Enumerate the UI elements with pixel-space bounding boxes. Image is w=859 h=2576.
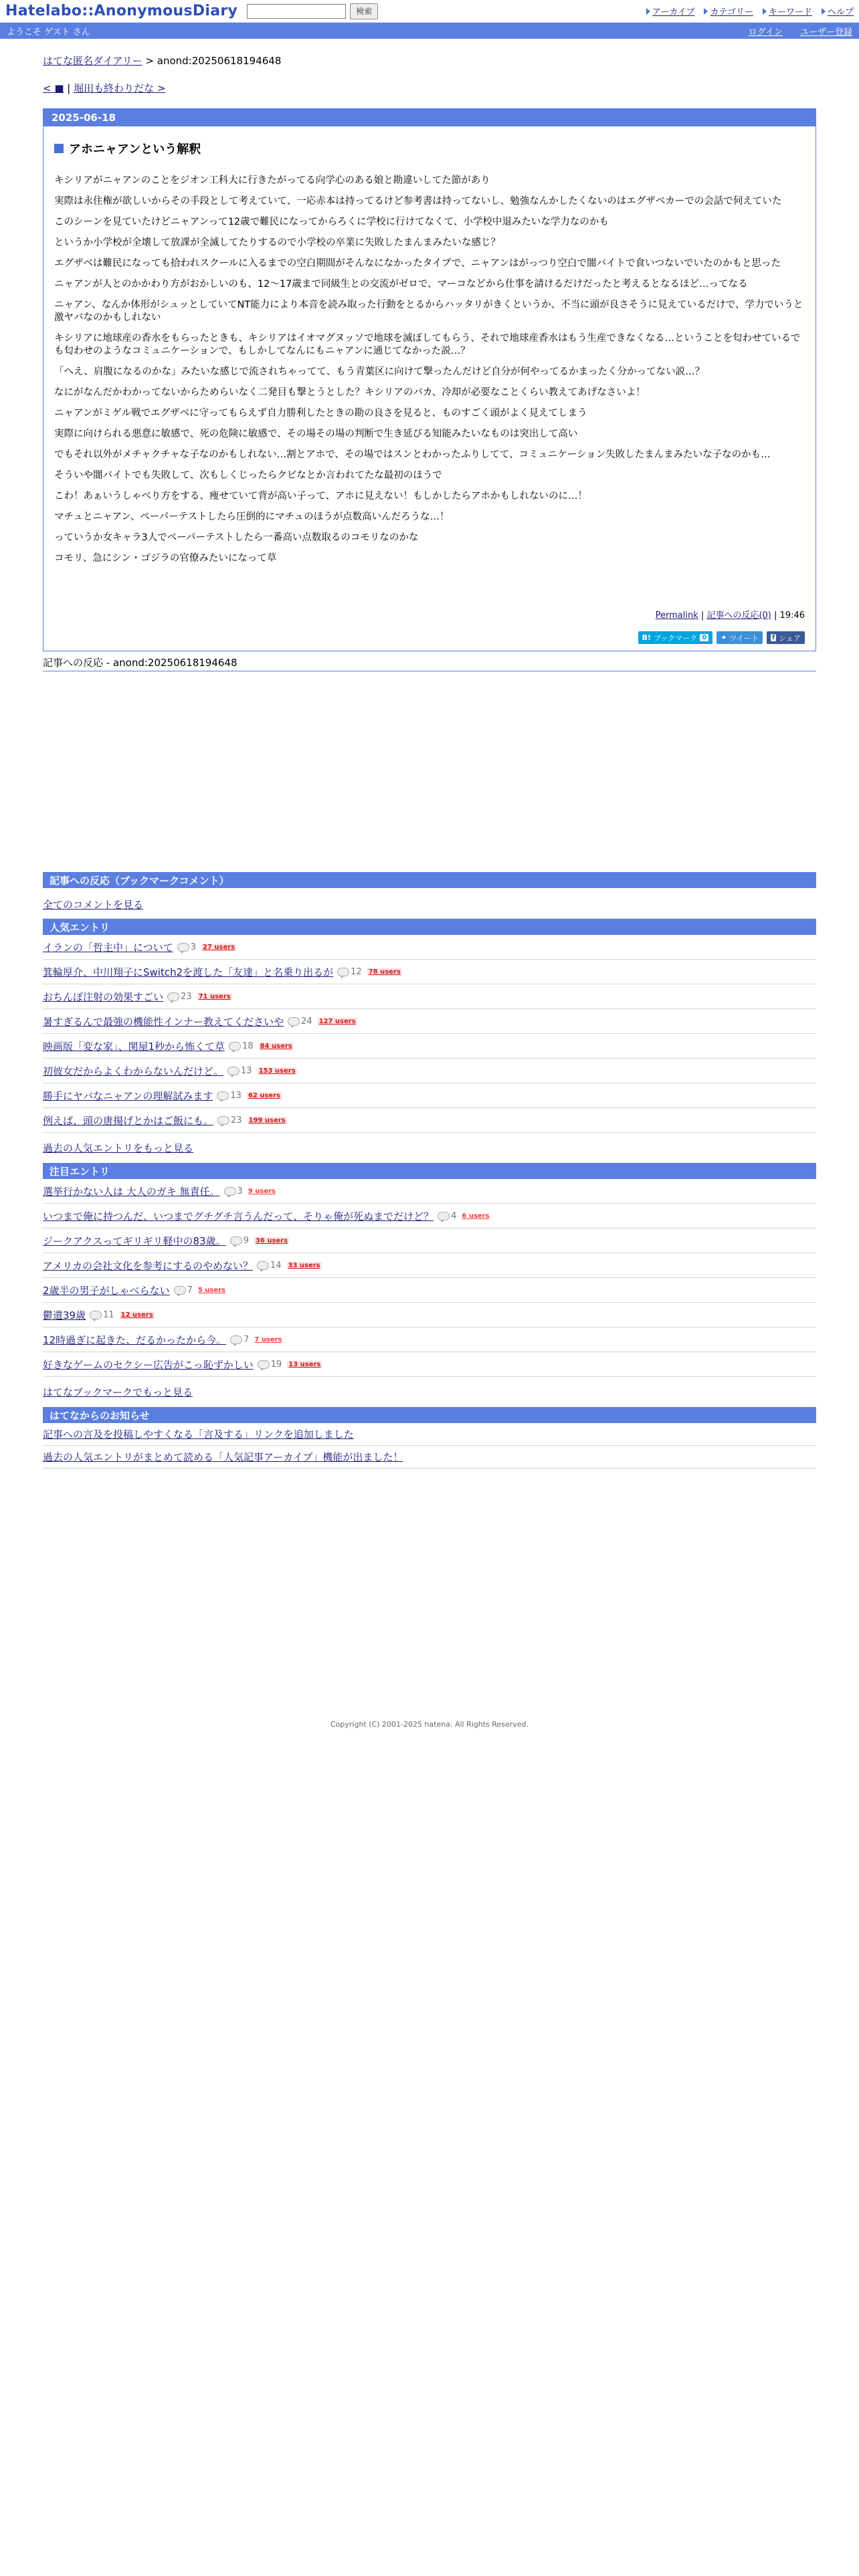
- featured-more-row: [43, 1377, 816, 1407]
- welcome-text: ようこそ ゲスト さん: [7, 27, 90, 37]
- comment-bubble-icon: [90, 1311, 102, 1319]
- list-item: [43, 1108, 816, 1133]
- comment-count-value: 13: [241, 1065, 252, 1076]
- comment-bubble-icon: [229, 1042, 241, 1051]
- search-input[interactable]: [247, 4, 346, 19]
- list-item: [43, 1278, 816, 1303]
- comment-bubble-icon: [230, 1335, 242, 1344]
- prev-entry-link[interactable]: < ■: [43, 82, 64, 94]
- pager: [43, 81, 816, 95]
- users-badge[interactable]: 199 users: [248, 1116, 286, 1124]
- twitter-bird-icon: ✦: [721, 633, 727, 642]
- share-label: シェア: [779, 633, 801, 643]
- entry-link[interactable]: 箕輪厚介、中川翔子にSwitch2を渡した「友達」と名乗り出るが: [43, 966, 334, 978]
- entry-footer: [54, 608, 805, 621]
- entry-line: 実際に向けられる悪意に敏感で、死の危険に敏感で、その場その場の判断で生き延びる知能みたいなものは突出して高い: [54, 429, 578, 439]
- comment-count-value: 19: [270, 1359, 282, 1370]
- entry-line: ニャアンが人とのかかわり方がおかしいのも、12〜17歳まで同級生との交流がゼロで、マーコなどから仕事を請けるだけだったと考えるとなるほど…ってなる: [54, 279, 748, 290]
- users-badge[interactable]: 6 users: [462, 1212, 490, 1220]
- comment-count: [224, 1186, 243, 1196]
- comment-bubble-icon: [438, 1212, 450, 1220]
- comment-count-value: 24: [301, 1016, 312, 1027]
- entry-link[interactable]: 選挙行かない人は 大人のガキ 無責任。: [43, 1185, 220, 1198]
- featured-list: [43, 1179, 816, 1377]
- permalink[interactable]: Permalink: [655, 611, 698, 621]
- triangle-icon: [763, 8, 767, 15]
- entry-title: [54, 140, 805, 157]
- comment-bubble-icon: [224, 1187, 236, 1196]
- all-comments-link[interactable]: 全てのコメントを見る: [43, 899, 144, 911]
- news-link[interactable]: 記事への言及を投稿しやすくなる「言及する」リンクを追加しました: [43, 1428, 354, 1440]
- entry-link[interactable]: 12時過ぎに起きた、だるかったから今。: [43, 1333, 227, 1346]
- welcome-bar: [0, 23, 859, 39]
- comment-bubble-icon: [177, 943, 189, 952]
- entry-link[interactable]: 好きなゲームのセクシー広告がこっ恥ずかしい: [43, 1358, 254, 1371]
- users-badge[interactable]: 84 users: [260, 1042, 292, 1050]
- main-content: [43, 39, 816, 1729]
- nav-help[interactable]: [822, 5, 854, 17]
- list-item: [43, 1303, 816, 1327]
- comment-count-value: 11: [103, 1309, 114, 1320]
- users-badge[interactable]: 13 users: [288, 1360, 321, 1368]
- users-badge[interactable]: 27 users: [202, 943, 235, 951]
- entry-line: マチュとニャアン、ペーパーテストしたら圧倒的にマチュのほうが点数高いんだろうな…！: [54, 512, 450, 522]
- popular-list: [43, 935, 816, 1133]
- comment-count: [258, 1360, 282, 1370]
- triangle-icon: [646, 8, 650, 15]
- register-link[interactable]: ユーザー登録: [799, 27, 852, 37]
- all-comments-row: [43, 888, 816, 919]
- users-badge[interactable]: 127 users: [318, 1017, 356, 1025]
- breadcrumb-separator: >: [145, 55, 155, 67]
- list-item: [43, 1009, 816, 1034]
- tweet-button[interactable]: [717, 631, 763, 644]
- entry-line: エグザベは難民になっても拾われスクールに入るまでの空白期間がそんなになかったタイプで、ニャアンはがっつり空白で闇バイトで食いつないでいたのかもと思った: [54, 258, 781, 269]
- comment-count: [227, 1066, 252, 1076]
- comment-count: [230, 1335, 249, 1345]
- list-item: [43, 960, 816, 984]
- comment-count-value: 3: [237, 1186, 243, 1196]
- list-item: [43, 1327, 816, 1352]
- search-button[interactable]: 検索: [350, 3, 378, 19]
- comment-bubble-icon: [217, 1091, 229, 1100]
- entry-line: というか小学校が全壊して放課が全滅してたりするので小学校の卒業に失敗したまんまみたいな感じ？: [54, 237, 500, 248]
- day-body: [43, 126, 816, 651]
- users-badge[interactable]: 153 users: [258, 1067, 296, 1075]
- comment-count-value: 23: [181, 991, 192, 1002]
- triangle-icon: [822, 8, 826, 15]
- entry-time: 19:46: [779, 611, 805, 621]
- day-date: 2025-06-18: [43, 109, 816, 126]
- comment-count: [229, 1041, 254, 1051]
- tweet-label: ツイート: [729, 633, 759, 643]
- entry-link[interactable]: おちんぽ注射の効果すごい: [43, 990, 164, 1003]
- list-item: [43, 1059, 816, 1083]
- nav-archive[interactable]: [646, 5, 695, 17]
- entry-link[interactable]: 鬱遺39歳: [43, 1309, 86, 1321]
- entry-link[interactable]: 映画版「変な家」、関屋1秒から怖くて草: [43, 1040, 225, 1053]
- entry-line: でもそれ以外がメチャクチャな子なのかもしれない…割とアホで、その場ではスンとわかったふりしてて、コミュニケーション失敗したまんまみたいな子なのかも…: [54, 449, 771, 460]
- copyright: Copyright (C) 2001-2025 hatena. All Rights Reserved.: [330, 1720, 529, 1729]
- news-list: [43, 1423, 816, 1469]
- nav-keyword-link[interactable]: キーワード: [768, 7, 812, 17]
- bookmark-label: ブックマーク: [653, 633, 698, 643]
- comment-bubble-icon: [337, 968, 349, 976]
- login-link[interactable]: ログイン: [748, 27, 783, 37]
- next-entry-link[interactable]: 堀田も終わりだな >: [74, 82, 166, 94]
- entry-line: っていうか女キャラ3人でペーパーテストしたら一番高い点数取るのコモリなのかな: [54, 532, 419, 543]
- entry-line: ニャアン、なんか体形がシュッとしていてNT能力により本音を読み取った行動をとるからハッタリがきくというか、不当に頭が良さそうに見えているだけで、学力でいうと激ヤバなのかもしれない: [54, 300, 803, 323]
- breadcrumb: [43, 53, 816, 68]
- entry-link[interactable]: 勝手にヤバなニャアンの理解試みます: [43, 1089, 213, 1102]
- comment-count-value: 23: [231, 1115, 242, 1125]
- comment-count: [174, 1285, 193, 1295]
- comment-count: [337, 967, 362, 977]
- facebook-icon: f: [771, 634, 775, 641]
- comment-count: [288, 1016, 312, 1027]
- bookmark-comments-header: 記事への反応（ブックマークコメント）: [43, 872, 816, 888]
- top-header: [0, 0, 859, 23]
- entry-line: こわ！あぁいうしゃべり方をする、痩せていて背が高い子って、アホに見えない！もしかしたらアホかもしれないのに…！: [54, 491, 588, 502]
- nav-category-link[interactable]: カテゴリー: [710, 7, 753, 17]
- footer-separator: |: [700, 611, 704, 621]
- users-badge[interactable]: 5 users: [197, 1286, 226, 1294]
- entry-link[interactable]: アメリカの会社文化を参考にするのやめない？: [43, 1259, 253, 1272]
- comment-bubble-icon: [174, 1286, 186, 1295]
- featured-more-link[interactable]: はてなブックマークでもっと見る: [43, 1386, 193, 1398]
- diary-day: [43, 108, 816, 651]
- comment-count: [438, 1211, 456, 1221]
- comment-bubble-icon: [230, 1237, 242, 1245]
- users-badge[interactable]: 71 users: [198, 992, 231, 1000]
- comment-bubble-icon: [257, 1261, 269, 1270]
- news-header: はてなからのお知らせ: [43, 1407, 816, 1423]
- comment-bubble-icon: [258, 1360, 270, 1369]
- entry-link[interactable]: ジークアクスってギリギリ軽中の83歳。: [43, 1235, 226, 1247]
- bookmark-count: 0: [700, 634, 708, 641]
- comment-count-value: 9: [243, 1235, 249, 1246]
- users-badge[interactable]: 62 users: [248, 1091, 281, 1099]
- ad-space: [43, 671, 816, 872]
- comment-count-value: 4: [451, 1210, 457, 1221]
- comment-count-value: 3: [190, 942, 196, 952]
- nav-help-link[interactable]: ヘルプ: [827, 7, 854, 17]
- entry-line: 「へえ、肩腹になるのかな」みたいな感じで流されちゃってて、もう青葉区に向けて撃ったんだけど自分が何やってるかまったく分かってない説…？: [54, 366, 705, 377]
- comment-count-value: 14: [270, 1260, 282, 1271]
- hatena-b-icon: B!: [642, 633, 651, 642]
- comment-count: [177, 942, 196, 952]
- popular-more-row: [43, 1133, 816, 1163]
- comment-count: [90, 1310, 114, 1320]
- reaction-heading: 記事への反応 - anond:20250618194648: [43, 655, 816, 671]
- list-item: [43, 1034, 816, 1059]
- entry-link[interactable]: いつまで俺に持つんだ、いつまでグチグチ言うんだって、そりゃ俺が死ぬまでだけど？: [43, 1210, 434, 1222]
- comment-bubble-icon: [227, 1067, 240, 1075]
- list-item: [43, 1228, 816, 1253]
- entry-link[interactable]: 2歳半の男子がしゃべらない: [43, 1284, 170, 1297]
- comment-count-value: 18: [242, 1041, 254, 1051]
- entry-link[interactable]: 暑すぎるんで最強の機能性インナー教えてくださいや: [43, 1015, 284, 1028]
- comment-bubble-icon: [217, 1116, 229, 1125]
- popular-header: 人気エントリ: [43, 919, 816, 935]
- news-link[interactable]: 過去の人気エントリがまとめて読める「人気記事アーカイブ」機能が出ました！: [43, 1451, 403, 1463]
- pager-separator: |: [67, 82, 71, 94]
- comment-count: [167, 992, 192, 1002]
- comment-count-value: 7: [244, 1334, 250, 1345]
- nav-archive-link[interactable]: アーカイブ: [652, 7, 695, 17]
- site-logo[interactable]: Hatelabo::AnonymousDiary: [5, 3, 238, 19]
- list-item: [43, 1083, 816, 1108]
- list-item: [43, 1423, 816, 1446]
- users-badge[interactable]: 9 users: [248, 1187, 276, 1195]
- footer-separator: |: [774, 611, 777, 621]
- comment-count-value: 7: [187, 1285, 193, 1295]
- list-item: [43, 1446, 816, 1469]
- comment-count: [257, 1261, 282, 1271]
- popular-more-link[interactable]: 過去の人気エントリをもっと見る: [43, 1142, 194, 1154]
- nav-category[interactable]: [704, 5, 753, 17]
- entry-link[interactable]: 初彼女だからよくわからないんだけど。: [43, 1065, 224, 1077]
- comment-count: [217, 1115, 242, 1125]
- nav-keyword[interactable]: [763, 5, 812, 17]
- featured-header: 注目エントリ: [43, 1163, 816, 1179]
- users-badge[interactable]: 12 users: [120, 1311, 153, 1319]
- entry-title-text: アホニャアンという解釈: [69, 142, 201, 156]
- entry-line: 実際は永住権が欲しいからその手段として考えていて、一応赤本は持ってるけど参考書は持ってないし、勉強なんかしたくないのはエグザベカーでの会話で伺えていた: [54, 196, 782, 207]
- hatena-bookmark-button[interactable]: [638, 631, 713, 644]
- list-item: [43, 1204, 816, 1228]
- entry-line: なにがなんだかわかってないからためらいなく二発目も撃とうとした？キシリアのバカ、冷却が必要なことくらい教えてあげなさいよ！: [54, 387, 646, 398]
- entry-line: ニャアンがミゲル戦でエグザベに守ってもらえず自力勝利したときの勘の良さを見ると、ものすごく頭がよく見えてしまう: [54, 408, 587, 419]
- list-item: [43, 935, 816, 960]
- comment-count-value: 13: [230, 1090, 242, 1101]
- entry-line: コモリ、急にシン・ゴジラの官僚みたいになって草: [54, 553, 277, 564]
- users-badge[interactable]: 78 users: [368, 968, 401, 976]
- entry-line: このシーンを見ていたけどニャアンって12歳で難民になってからろくに学校に行けてなくて、小学校中退みたいな学力なのかも: [54, 217, 609, 227]
- square-icon: [54, 144, 64, 153]
- entry-line: キシリアがニャアンのことをジオン工科大に行きたがってる向学心のある娘と勘違いしてた節があり: [54, 175, 490, 186]
- entry-link[interactable]: イランの「哲主中」について: [43, 941, 173, 954]
- top-nav: [646, 5, 854, 17]
- users-badge[interactable]: 33 users: [288, 1261, 320, 1269]
- reactions-link[interactable]: 記事への反応(0): [706, 611, 771, 621]
- list-item: [43, 1352, 816, 1377]
- share-buttons: [54, 631, 805, 644]
- list-item: [43, 1253, 816, 1278]
- users-badge[interactable]: 36 users: [255, 1237, 288, 1245]
- comment-count: [230, 1236, 249, 1246]
- entry-line: キシリアに地球産の香水をもらったときも、キシリアはイオマグヌッソで地球を滅ぼしてもらう、それで地球産香水はもう生産できなくなる…ということを匂わせているでも匂わせのようなコミュニケーションで、もしかしてなんにもニャアンに通じてなかった説…？: [54, 333, 801, 356]
- entry-link[interactable]: 例えば、頭の唐揚げとかはご飯にも。: [43, 1114, 214, 1127]
- breadcrumb-home[interactable]: はてな匿名ダイアリー: [43, 55, 142, 67]
- comment-count-value: 12: [351, 966, 362, 977]
- breadcrumb-current: anond:20250618194648: [157, 55, 282, 67]
- entry-line: そういや闇バイトでも失敗して、次もしくじったらクビなとか言われてたな最初のほうで: [54, 470, 442, 481]
- users-badge[interactable]: 7 users: [254, 1335, 282, 1344]
- comment-count: [217, 1091, 242, 1101]
- list-item: [43, 984, 816, 1009]
- comment-bubble-icon: [167, 992, 179, 1001]
- triangle-icon: [704, 8, 708, 15]
- list-item: [43, 1179, 816, 1204]
- facebook-share-button[interactable]: [767, 631, 805, 644]
- comment-bubble-icon: [288, 1017, 300, 1026]
